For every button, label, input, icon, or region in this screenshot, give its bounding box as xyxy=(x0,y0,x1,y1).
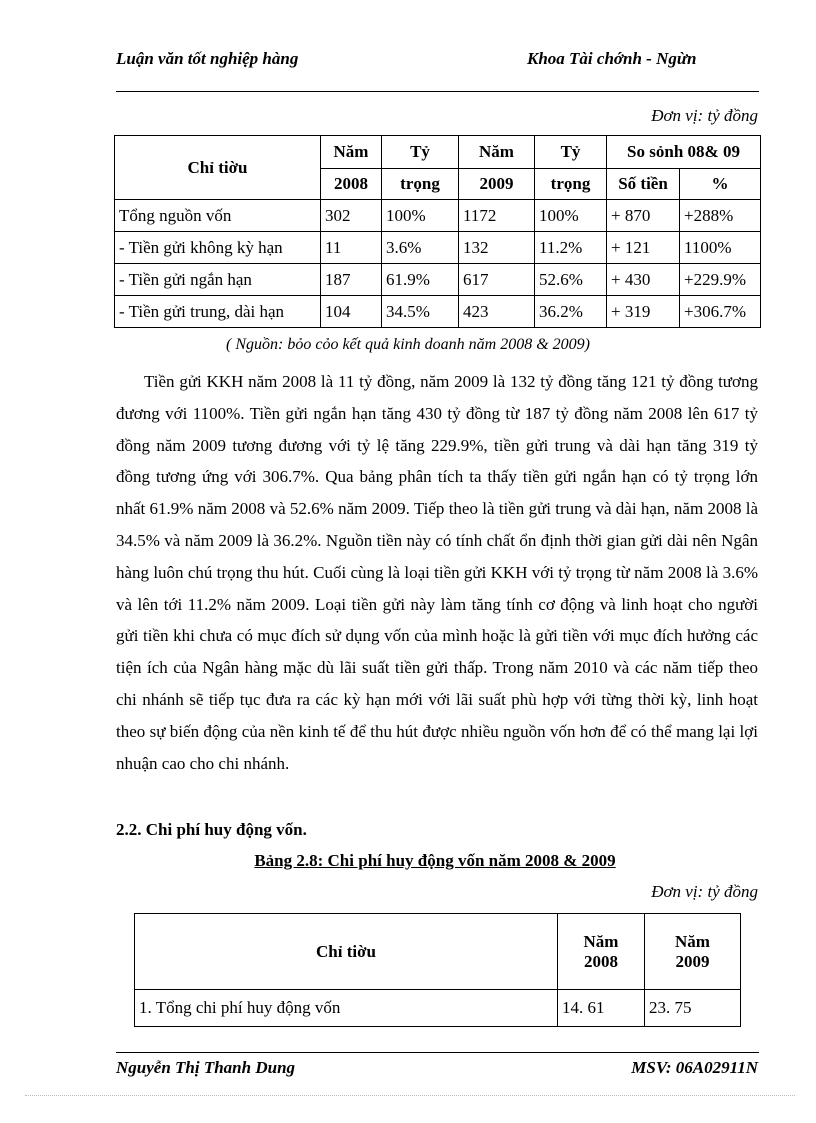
footer-student-id: MSV: 06A02911N xyxy=(631,1058,758,1077)
cell-value: +288% xyxy=(680,200,761,232)
cell-value: 100% xyxy=(535,200,607,232)
header-so-tien: Số tiền xyxy=(607,169,680,200)
cell-value: +306.7% xyxy=(680,296,761,328)
header-year-2009: 2009 xyxy=(459,169,535,200)
header-nam-2009 xyxy=(645,914,741,990)
cell-value: 104 xyxy=(321,296,382,328)
footer-author: Nguyễn Thị Thanh Dung xyxy=(116,1058,296,1077)
cell-value: + 121 xyxy=(607,232,680,264)
row-label: 1. Tổng chi phí huy động vốn xyxy=(135,990,558,1027)
header-year: 2009 xyxy=(675,951,710,971)
cell-value: + 430 xyxy=(607,264,680,296)
cell-value: 11 xyxy=(321,232,382,264)
cell-value: 11.2% xyxy=(535,232,607,264)
table-row xyxy=(115,232,761,264)
header-nam-2009: Năm xyxy=(459,136,535,169)
header-divider xyxy=(116,91,759,92)
header-chi-tieu: Chỉ tiờu xyxy=(115,136,321,200)
table-row xyxy=(115,200,761,232)
row-label: - Tiền gửi trung, dài hạn xyxy=(115,296,321,328)
cell-value: + 870 xyxy=(607,200,680,232)
cell-value: 34.5% xyxy=(382,296,459,328)
cell-value: 14. 61 xyxy=(558,990,645,1027)
header-nam: Năm xyxy=(583,931,619,951)
mobilization-cost-table xyxy=(134,913,741,1027)
header-chi-tieu: Chỉ tiờu xyxy=(135,914,558,990)
cell-value: 1172 xyxy=(459,200,535,232)
cell-value: 423 xyxy=(459,296,535,328)
cell-value: 302 xyxy=(321,200,382,232)
header-nam-2008 xyxy=(558,914,645,990)
cell-value: +229.9% xyxy=(680,264,761,296)
table1-source: ( Nguồn: bỏo cỏo kết quả kinh doanh năm 2008 & 2009) xyxy=(226,336,590,353)
table-row xyxy=(115,296,761,328)
header-compare: So sỏnh 08& 09 xyxy=(607,136,761,169)
table2-unit: Đơn vị: tỷ đồng xyxy=(651,882,758,901)
row-label: - Tiền gửi ngắn hạn xyxy=(115,264,321,296)
header-trong-2009: trọng xyxy=(535,169,607,200)
cell-value: 187 xyxy=(321,264,382,296)
header-ty-trong-2009: Tỷ xyxy=(535,136,607,169)
row-label: Tổng nguồn vốn xyxy=(115,200,321,232)
row-label: - Tiền gửi không kỳ hạn xyxy=(115,232,321,264)
cell-value: 100% xyxy=(382,200,459,232)
header-pct: % xyxy=(680,169,761,200)
cell-value: 617 xyxy=(459,264,535,296)
header-right: Khoa Tài chớnh - Ngừn xyxy=(527,49,697,68)
page-edge-dots xyxy=(25,1095,795,1096)
table-row xyxy=(135,990,741,1027)
table-row xyxy=(115,264,761,296)
cell-value: 61.9% xyxy=(382,264,459,296)
cell-value: 3.6% xyxy=(382,232,459,264)
table1-unit: Đơn vị: tỷ đồng xyxy=(651,106,758,125)
header-ty-trong-2008: Tỷ xyxy=(382,136,459,169)
section-title: 2.2. Chi phí huy động vốn. xyxy=(116,820,307,839)
header-nam-2008: Năm xyxy=(321,136,382,169)
cell-value: 132 xyxy=(459,232,535,264)
cell-value: 23. 75 xyxy=(645,990,741,1027)
cell-value: 36.2% xyxy=(535,296,607,328)
cell-value: 52.6% xyxy=(535,264,607,296)
header-year: 2008 xyxy=(584,951,618,971)
table2-title: Bảng 2.8: Chi phí huy động vốn năm 2008 & 2009 xyxy=(254,851,616,870)
header-left: Luận văn tốt nghiệp hàng xyxy=(116,49,299,68)
cell-value: + 319 xyxy=(607,296,680,328)
cell-value: 1100% xyxy=(680,232,761,264)
footer-divider xyxy=(116,1052,759,1053)
header-nam: Năm xyxy=(675,931,710,951)
deposit-structure-table xyxy=(114,135,761,328)
header-year-2008: 2008 xyxy=(321,169,382,200)
header-trong-2008: trọng xyxy=(382,169,459,200)
body-paragraph: Tiền gửi KKH năm 2008 là 11 tỷ đồng, năm 2009 là 132 tỷ đồng tăng 121 tỷ đồng tương đương với 1100%. Tiền gửi ngắn hạn tăng 430 tỷ đồng từ 187 tỷ đồng năm 2008 lên 617 tỷ đồng năm 2009 tương đương với tỷ lệ tăng 229.9%, tiền gửi trung và dài hạn tăng 319 tỷ đồng tương ứng với 306.7%. Qua bảng phân tích ta thấy tiền gửi ngắn hạn có tỷ trọng lớn nhất 61.9% năm 2008 và 52.6% năm 2009. Tiếp theo là tiền gửi trung và dài hạn, năm 2008 là 34.5% và năm 2009 là 36.2%. Nguồn tiền này có tính chất ổn định thời gian gửi dài nên Ngân hàng luôn chú trọng thu hút. Cuối cùng là loại tiền gửi KKH với tỷ trọng từ năm 2008 là 3.6% và lên tới 11.2% năm 2009. Loại tiền gửi này làm tăng tính cơ động và linh hoạt cho người gửi tiền khi chưa có mục đích sử dụng vốn của mình hoặc là gửi tiền với mục đích hưởng các tiện ích của Ngân hàng mặc dù lãi suất tiền gửi thấp. Trong năm 2010 và các năm tiếp theo chi nhánh sẽ tiếp tục đưa ra các kỳ hạn mới với lãi suất phù hợp với từng thời kỳ, linh hoạt theo sự biến động của nền kinh tế để thu hút được nhiều nguồn vốn hơn để có thể mang lại lợi nhuận cao cho chi nhánh. xyxy=(116,372,758,773)
